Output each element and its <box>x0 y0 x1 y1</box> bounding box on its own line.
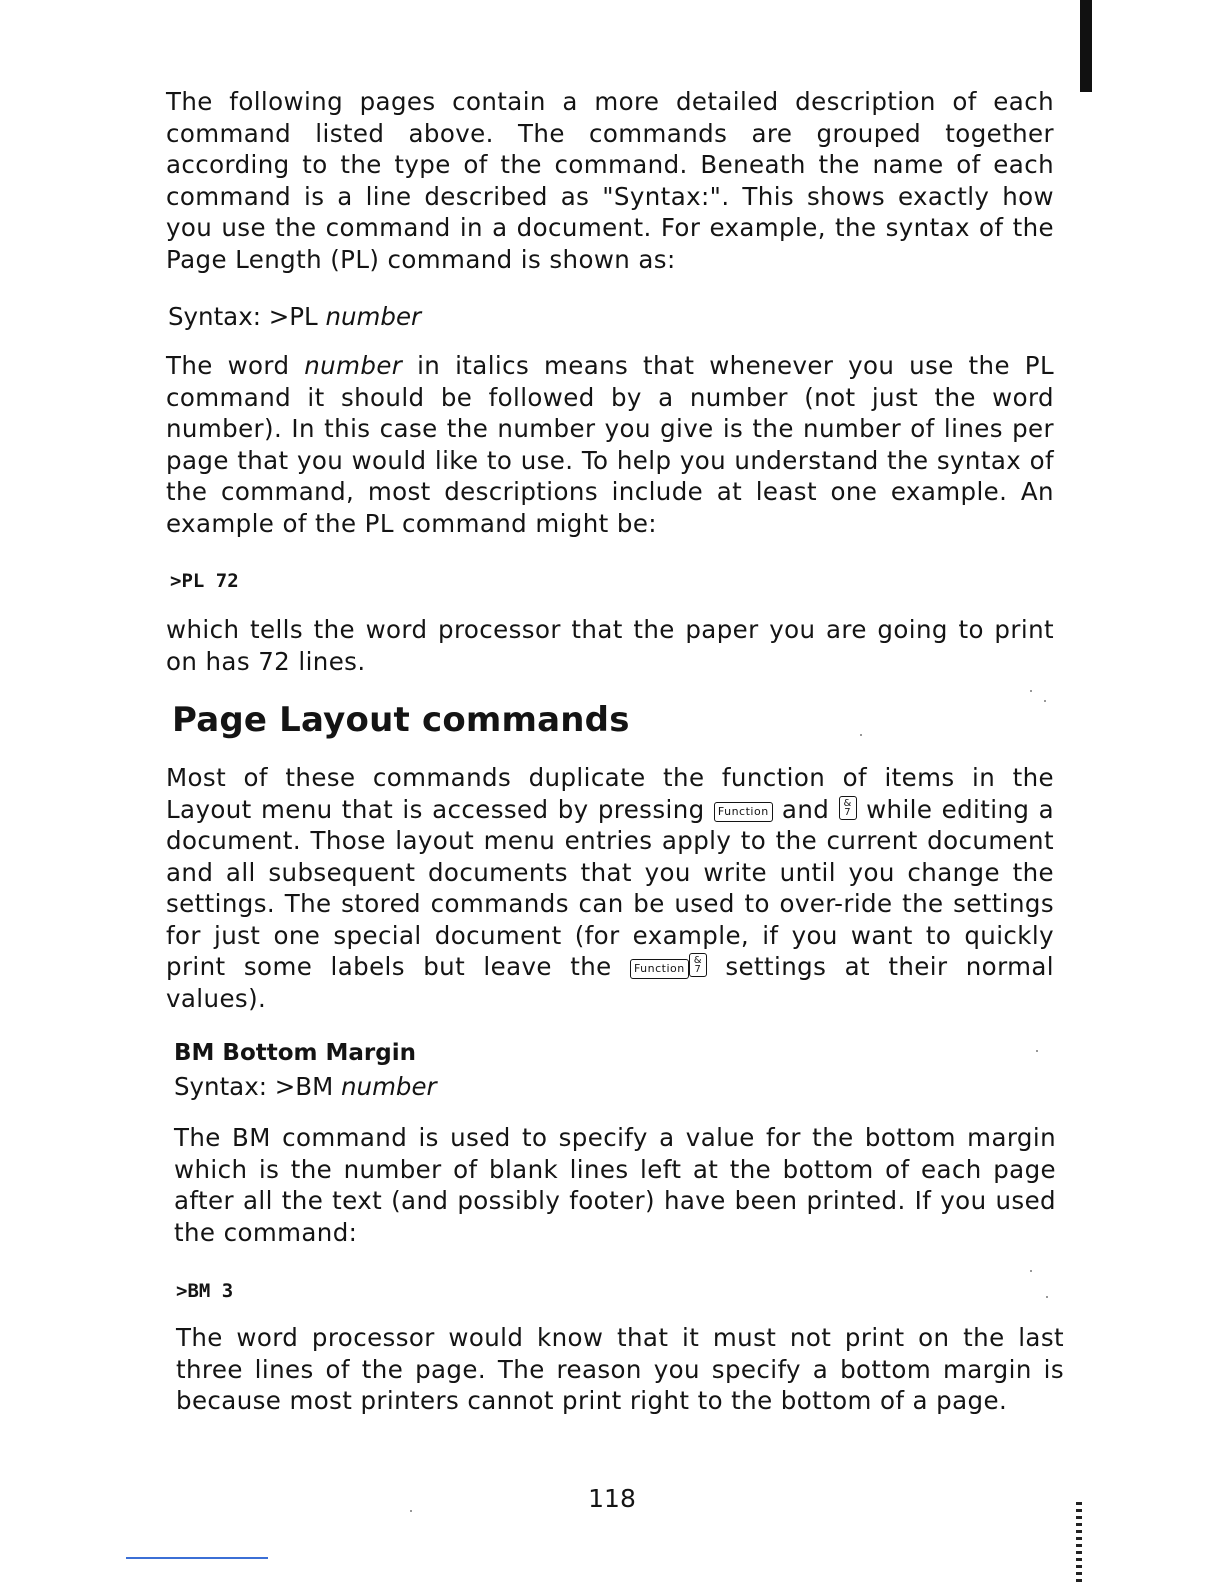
scan-speck <box>1030 690 1032 692</box>
scan-speck <box>1046 1296 1048 1298</box>
bm-paragraph: The BM command is used to specify a value for the bottom margin which is the number of blank lines left at the bottom of each page after all the text (and possibly footer) have been printed. If you used the command: <box>174 1123 1056 1247</box>
parameter-paragraph <box>166 350 1054 539</box>
code-example-pl: >PL 72 <box>170 570 239 592</box>
layout-text-2: while editing a document. Those layout menu entries apply to the current document and all subsequent documents that you write until you change the settings. The stored commands can be used to over-ride the settings for just one special document (for example, if you want to quickly print some labels but leave the <box>166 794 1054 981</box>
scan-edge-mark <box>1080 0 1092 92</box>
bm-command-heading: BM Bottom Margin <box>174 1040 416 1066</box>
syntax-bm-prefix: Syntax: >BM <box>174 1072 342 1101</box>
syntax-pl-arg: number <box>325 302 422 331</box>
scan-speck <box>1036 1050 1038 1052</box>
intro-paragraph: The following pages contain a more detailed description of each command listed above. The commands are grouped together according to the type of the command. Beneath the name of each command is a line described as "Syntax:". This shows exactly how you use the command in a document. For example, the syntax of the Page Length (PL) command is shown as: <box>166 87 1054 274</box>
function-key-icon: Function <box>714 802 773 822</box>
scan-speck <box>1044 700 1046 702</box>
bm-result-paragraph: The word processor would know that it must not print on the last three lines of the page. The reason you specify a bottom margin is because most printers cannot print right to the bottom of a page. <box>176 1323 1064 1415</box>
section-heading: Page Layout commands <box>172 700 630 740</box>
function-key-icon-2: Function <box>630 959 689 979</box>
layout-text-3: settings at their normal values). <box>166 952 1054 1013</box>
scan-footer-line <box>126 1557 268 1559</box>
syntax-bm-arg: number <box>341 1072 437 1101</box>
layout-paragraph <box>166 762 1054 1014</box>
pl-explanation: which tells the word processor that the paper you are going to print on has 72 lines. <box>166 615 1054 676</box>
seven-key-icon-2: & 7 <box>689 953 707 977</box>
scan-speck <box>410 1510 412 1512</box>
param-word: number <box>304 351 403 380</box>
syntax-pl-prefix: Syntax: >PL <box>168 302 326 331</box>
scan-edge-mark-bottom <box>1076 1502 1082 1584</box>
page-number: 118 <box>588 1484 636 1513</box>
scan-speck <box>1030 1270 1032 1272</box>
scan-speck <box>860 734 862 736</box>
param-rest: in italics means that whenever you use the PL command it should be followed by a number (not just the word number). In this case the number you give is the number of lines per page that you would like to use. To help you understand the syntax of the command, most descriptions include at least one example. An example of the PL command might be: <box>166 351 1055 538</box>
code-example-bm: >BM 3 <box>176 1280 234 1302</box>
layout-text-and: and <box>772 794 839 824</box>
syntax-pl <box>168 302 421 331</box>
seven-key-icon: & 7 <box>839 796 857 820</box>
layout-text-1: Most of these commands duplicate the function of items in the Layout menu that is accessed by pressing <box>166 763 1054 824</box>
param-lead: The word <box>166 351 305 380</box>
syntax-bm <box>174 1072 437 1101</box>
